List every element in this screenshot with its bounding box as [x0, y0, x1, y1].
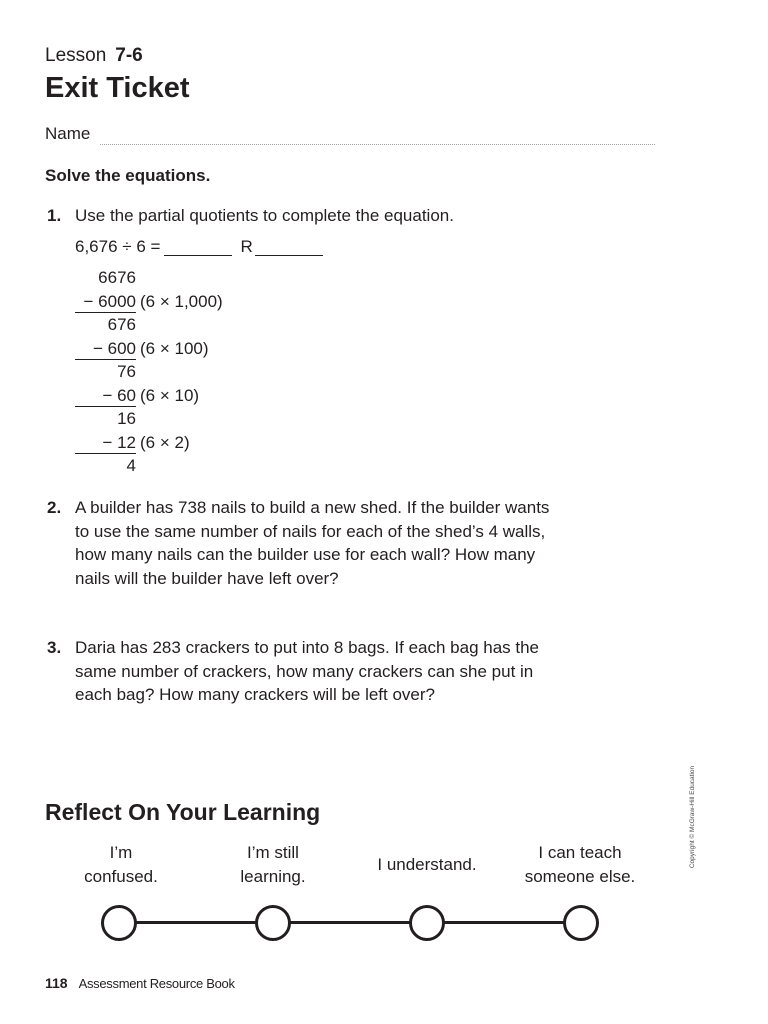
reflect-title: Reflect On Your Learning [45, 799, 321, 825]
level-label-line: I understand. [377, 855, 477, 874]
pq-row [75, 266, 223, 290]
problem-text [75, 204, 454, 228]
pq-row [75, 454, 223, 478]
level-label-line: I’m [109, 843, 133, 862]
subtraction-amount: − 12 [75, 431, 136, 455]
level-label-line: someone else. [524, 867, 636, 886]
pq-row [75, 407, 223, 431]
level-label-line: learning. [240, 867, 306, 886]
equation-expression: 6,676 ÷ 6 = [75, 237, 161, 256]
level-label-confused [46, 841, 196, 889]
pq-row [75, 290, 223, 314]
reflection-circle-confused[interactable] [101, 905, 137, 941]
copyright-notice: Copyright © McGraw-Hill Education [689, 765, 696, 869]
problem-text-line: to use the same number of nails for each of the shed’s 4 walls, [75, 521, 546, 541]
book-title: Assessment Resource Book [78, 976, 235, 991]
name-label: Name [45, 124, 91, 143]
pq-row [75, 431, 223, 455]
quotient-answer-blank[interactable] [164, 254, 232, 256]
partial-quotient-note: (6 × 100) [140, 338, 209, 358]
remainder-value: 4 [126, 456, 136, 475]
pq-row [75, 360, 223, 384]
lesson-label: Lesson [45, 45, 107, 66]
instructions: Solve the equations. [45, 166, 211, 185]
problem-text [75, 636, 539, 707]
problem-text-line: Use the partial quotients to complete the equation. [75, 206, 454, 225]
reflection-circle-understand[interactable] [409, 905, 445, 941]
partial-quotient-note: (6 × 2) [140, 432, 190, 452]
reflection-circle-still-learning[interactable] [255, 905, 291, 941]
lesson-heading [45, 45, 143, 67]
reflection-circle-can-teach[interactable] [563, 905, 599, 941]
subtraction-amount: − 60 [75, 384, 136, 408]
pq-row [75, 313, 223, 337]
difference: 16 [117, 409, 136, 428]
level-label-can-teach [505, 841, 655, 889]
level-label-understand [352, 841, 502, 889]
subtraction-amount: − 600 [75, 337, 136, 361]
pq-row [75, 337, 223, 361]
partial-quotients-work [75, 266, 223, 478]
problem-number: 3. [47, 638, 62, 657]
division-equation [75, 235, 323, 259]
remainder-answer-blank[interactable] [255, 254, 323, 256]
subtraction-amount: − 6000 [75, 290, 136, 314]
problem-text-line: each bag? How many crackers will be left over? [75, 685, 435, 705]
problem-number: 2. [47, 498, 62, 517]
problem-text-line: nails will the builder have left over? [75, 568, 339, 588]
partial-quotient-note: (6 × 1,000) [140, 291, 223, 311]
partial-quotient-note: (6 × 10) [140, 385, 200, 405]
problem-text-line: Daria has 283 crackers to put into 8 bags. If each bag has the [75, 638, 540, 657]
difference: 676 [107, 315, 136, 334]
problem-number: 1. [47, 206, 62, 225]
page-number: 118 [45, 975, 68, 991]
problem-text-line: A builder has 738 nails to build a new shed. If the builder wants [75, 498, 550, 517]
dividend: 6676 [98, 268, 136, 287]
problem-text [75, 496, 549, 590]
problem-text-line: how many nails can the builder use for each wall? How many [75, 545, 536, 565]
level-label-line: I can teach [538, 843, 622, 862]
level-label-line: confused. [84, 867, 158, 886]
name-field[interactable] [100, 144, 655, 145]
page-title: Exit Ticket [45, 72, 190, 104]
lesson-number: 7-6 [115, 45, 143, 66]
level-label-still-learning [198, 841, 348, 889]
difference: 76 [117, 362, 136, 381]
reflection-scale-line [119, 921, 581, 924]
level-label-line: I’m still [247, 843, 299, 862]
pq-row [75, 384, 223, 408]
page-footer [45, 974, 235, 993]
remainder-label: R [240, 237, 253, 256]
problem-text-line: same number of crackers, how many crackers can she put in [75, 661, 534, 681]
